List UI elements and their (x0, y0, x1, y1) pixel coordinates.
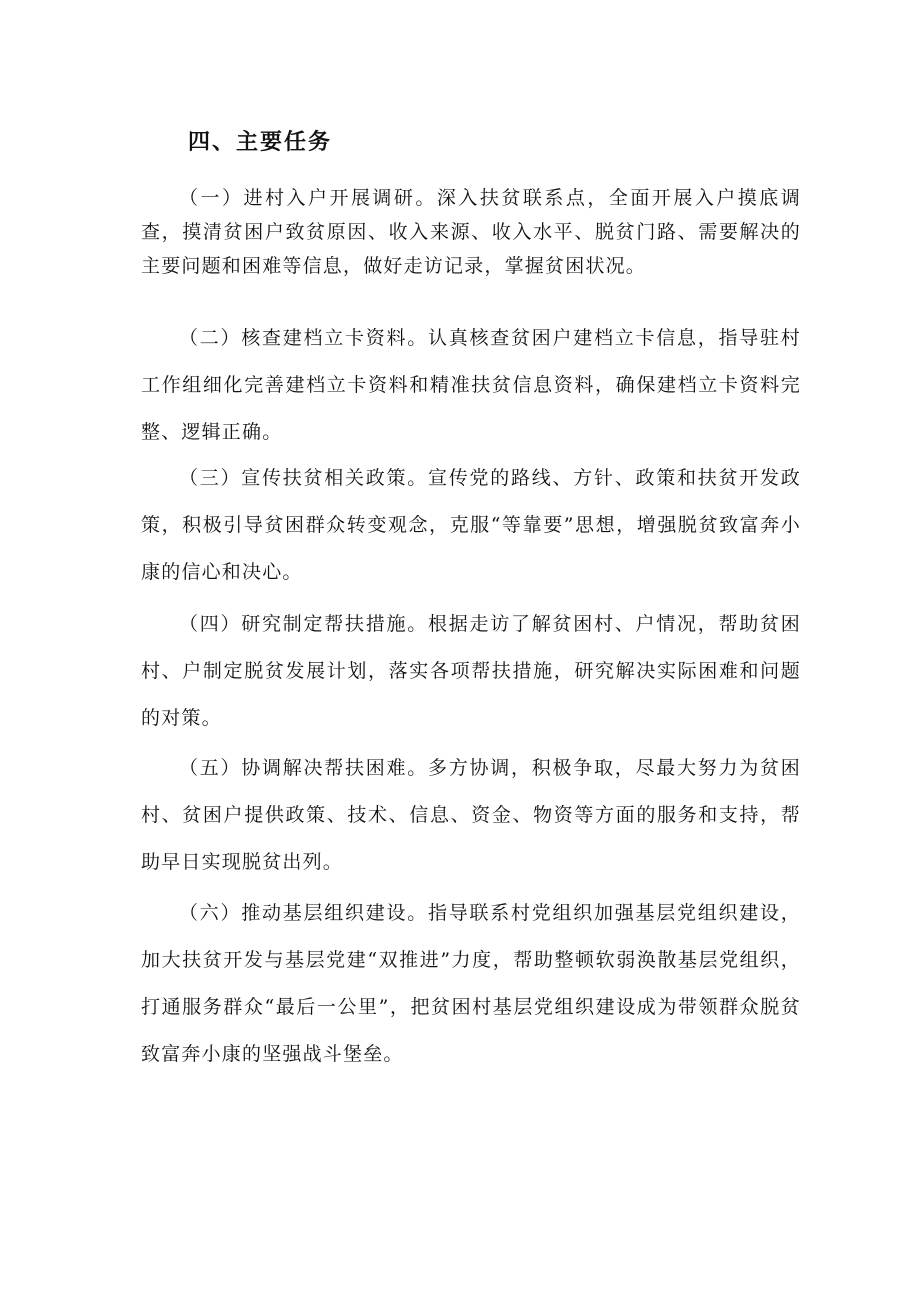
section-heading: 四、主要任务 (188, 130, 333, 155)
task-paragraph-1: （一）进村入户开展调研。深入扶贫联系点，全面开展入户摸底调查，摸清贫困户致贫原因、收入来源、收入水平、脱贫门路、需要解决的主要问题和困难等信息，做好走访记录，掌握贫困状况。 (141, 187, 801, 277)
task-paragraph-4: （四）研究制定帮扶措施。根据走访了解贫困村、户情况，帮助贫困村、户制定脱贫发展计划，落实各项帮扶措施，研究解决实际困难和问题的对策。 (141, 613, 801, 729)
task-paragraph-3: （三）宣传扶贫相关政策。宣传党的路线、方针、政策和扶贫开发政策，积极引导贫困群众转变观念，克服“等靠要”思想，增强脱贫致富奔小康的信心和决心。 (141, 467, 801, 583)
task-paragraph-2: （二）核查建档立卡资料。认真核查贫困户建档立卡信息，指导驻村工作组细化完善建档立卡资料和精准扶贫信息资料，确保建档立卡资料完整、逻辑正确。 (141, 327, 801, 443)
task-paragraph-6: （六）推动基层组织建设。指导联系村党组织加强基层党组织建设，加大扶贫开发与基层党建“双推进”力度，帮助整顿软弱涣散基层党组织，打通服务群众“最后一公里”，把贫困村基层党组织建设成为带领群众脱贫致富奔小康的坚强战斗堡垒。 (141, 902, 801, 1065)
task-paragraph-5: （五）协调解决帮扶困难。多方协调，积极争取，尽最大努力为贫困村、贫困户提供政策、技术、信息、资金、物资等方面的服务和支持，帮助早日实现脱贫出列。 (141, 757, 801, 873)
